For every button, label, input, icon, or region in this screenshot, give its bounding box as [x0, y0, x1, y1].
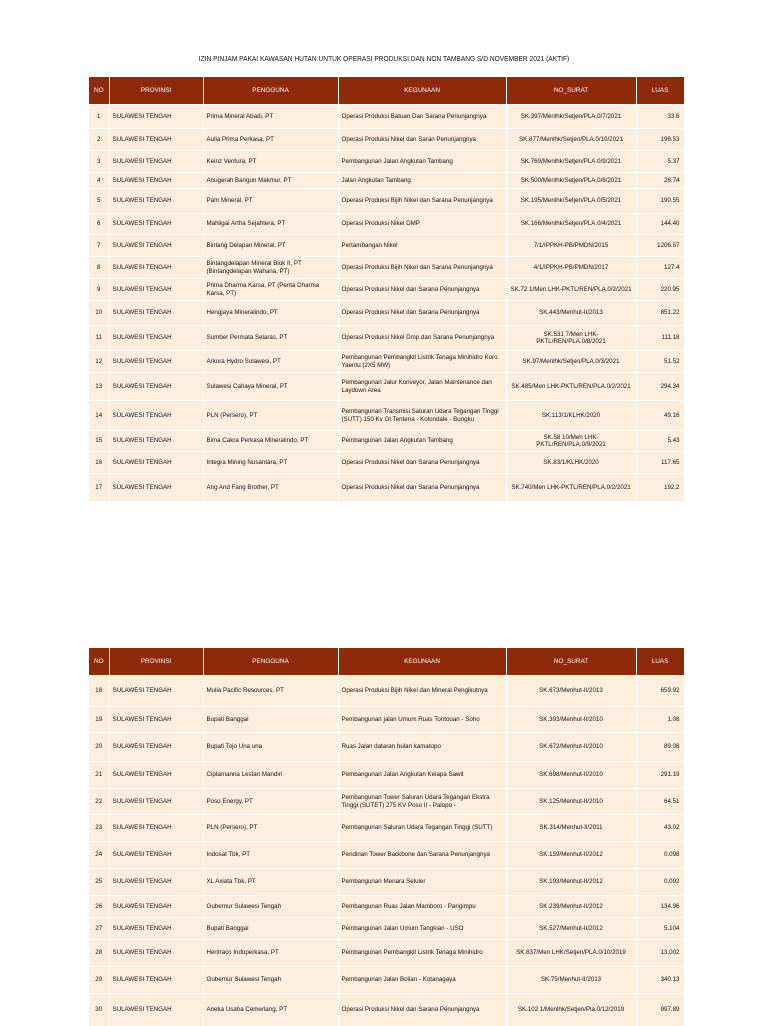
- table-row: [89, 474, 684, 501]
- cell-provinsi: SULAWESI TENGAH: [109, 189, 203, 214]
- cell-kegunaan: Ruas Jalan dataran bulan kamatopo: [338, 733, 506, 762]
- table-row: [89, 789, 684, 815]
- table-row: [89, 733, 684, 762]
- cell-provinsi: SULAWESI TENGAH: [109, 896, 203, 918]
- cell-no-surat: SK.698/Menhut-II/2010: [506, 762, 636, 789]
- table-row: [89, 676, 684, 707]
- cell-pengguna: Anugerah Bangun Makmur, PT: [203, 173, 338, 189]
- cell-pengguna: Mulia Pacific Resources, PT: [203, 676, 338, 707]
- cell-luas: 51.52: [636, 351, 684, 373]
- cell-pengguna: PLN (Persero), PT: [203, 401, 338, 431]
- page-title: IZIN PINJAM PAKAI KAWASAN HUTAN UNTUK OPERASI PRODUKSI DAN NON TAMBANG S/D NOVEMBER 2021 (AKTIF): [198, 54, 570, 63]
- cell-kegunaan: Operasi Produksi Nikel dan Sarana Penunjangnya: [338, 994, 506, 1026]
- table-row: [89, 431, 684, 452]
- cell-pengguna: Mahligai Artha Sejahtera, PT: [203, 214, 338, 235]
- table-row: [89, 842, 684, 869]
- cell-provinsi: SULAWESI TENGAH: [109, 452, 203, 474]
- cell-no: 14: [89, 401, 109, 431]
- cell-luas: 127.4: [636, 257, 684, 279]
- cell-no-surat: SK.239/Menhut-II/2012: [506, 896, 636, 918]
- header-no-surat: NO_SURAT: [506, 77, 636, 105]
- cell-no-surat: SK.485/Men LHK-PKTL/REN/PLA.0/2/2021: [506, 373, 636, 401]
- cell-no: 27: [89, 918, 109, 940]
- cell-no: 24: [89, 842, 109, 869]
- cell-kegunaan: Pembangunan Pembangkit Listrik Tenaga Minihidro: [338, 940, 506, 967]
- header-provinsi: PROVINSI: [109, 648, 203, 676]
- cell-no: 10: [89, 301, 109, 326]
- cell-pengguna: Bupati Banggai: [203, 707, 338, 733]
- permit-table-1: [89, 77, 685, 501]
- cell-kegunaan: Operasi Produksi Nikel Dmp dan Sarana Penunjangnya: [338, 326, 506, 351]
- cell-luas: 64.51: [636, 789, 684, 815]
- cell-pengguna: Bintang Delapan Mineral, PT: [203, 235, 338, 257]
- cell-no-surat: SK.672/Menhut-II/2010: [506, 733, 636, 762]
- cell-no: 2: [89, 129, 109, 151]
- cell-kegunaan: Pembangunan Jalan Angkutan Kelapa Sawit: [338, 762, 506, 789]
- cell-provinsi: SULAWESI TENGAH: [109, 789, 203, 815]
- table-header-row: [89, 648, 684, 676]
- cell-kegunaan: Operasi Produksi Batuan Dan Sarana Penunjangnya: [338, 105, 506, 129]
- cell-luas: 190.55: [636, 189, 684, 214]
- cell-luas: 192.2: [636, 474, 684, 501]
- header-pengguna: PENGGUNA: [203, 648, 338, 676]
- cell-no: 13: [89, 373, 109, 401]
- cell-pengguna: Gubernur Sulawesi Tengah: [203, 896, 338, 918]
- cell-no: 22: [89, 789, 109, 815]
- cell-no: 17: [89, 474, 109, 501]
- cell-pengguna: Hengjaya Mineralindo, PT: [203, 301, 338, 326]
- cell-provinsi: SULAWESI TENGAH: [109, 173, 203, 189]
- table-row: [89, 326, 684, 351]
- cell-kegunaan: Pendirian Tower Backbone dan Sarana Penunjangnya: [338, 842, 506, 869]
- cell-provinsi: SULAWESI TENGAH: [109, 151, 203, 173]
- table-header-row: [89, 77, 684, 105]
- cell-no: 8: [89, 257, 109, 279]
- cell-no-surat: SK.397/Menlhk/Setjen/PLA.0/7/2021: [506, 105, 636, 129]
- table-row: [89, 235, 684, 257]
- cell-no-surat: SK.75/Menhut-II/2013: [506, 967, 636, 994]
- cell-no: 5: [89, 189, 109, 214]
- cell-no: 28: [89, 940, 109, 967]
- cell-luas: 294.34: [636, 373, 684, 401]
- cell-no-surat: SK.314/Menhut-II/2011: [506, 815, 636, 842]
- header-no-surat: NO_SURAT: [506, 648, 636, 676]
- cell-no: 21: [89, 762, 109, 789]
- cell-no-surat: SK.193/Menhut-II/2012: [506, 869, 636, 896]
- cell-pengguna: Keinz Ventura, PT: [203, 151, 338, 173]
- table-row: [89, 707, 684, 733]
- cell-pengguna: XL Axiata Tbk, PT: [203, 869, 338, 896]
- cell-luas: 340.13: [636, 967, 684, 994]
- cell-no-surat: SK.97/Menlhk/Setjen/PLA.0/3/2021: [506, 351, 636, 373]
- cell-no: 29: [89, 967, 109, 994]
- cell-luas: 997.89: [636, 994, 684, 1026]
- cell-provinsi: SULAWESI TENGAH: [109, 214, 203, 235]
- cell-provinsi: SULAWESI TENGAH: [109, 129, 203, 151]
- cell-kegunaan: Pertambangan Nikel: [338, 235, 506, 257]
- cell-pengguna: Ciptamanna Lestari Mandiri: [203, 762, 338, 789]
- cell-no: 1: [89, 105, 109, 129]
- cell-kegunaan: Operasi Produksi Bijih Nikel dan Sarana Penunjangnya: [338, 189, 506, 214]
- cell-no-surat: SK.837/Men LHK/Setjen/PLA.0/10/2019: [506, 940, 636, 967]
- cell-no: 20: [89, 733, 109, 762]
- cell-no: 25: [89, 869, 109, 896]
- cell-luas: 0.092: [636, 869, 684, 896]
- table-row: [89, 918, 684, 940]
- header-no: NO: [89, 648, 109, 676]
- cell-luas: 291.19: [636, 762, 684, 789]
- header-luas: LUAS: [636, 648, 684, 676]
- cell-no: 18: [89, 676, 109, 707]
- cell-kegunaan: Pembangunan Ruas Jalan Mamboro - Parigimpu: [338, 896, 506, 918]
- cell-luas: 111.18: [636, 326, 684, 351]
- cell-kegunaan: Pembangunan Pembangkit Listrik Tenaga Minihidro Koro Yaentu (2X5 MW): [338, 351, 506, 373]
- cell-luas: 134.96: [636, 896, 684, 918]
- cell-kegunaan: Pembangunan Menara Seluler: [338, 869, 506, 896]
- table-row: [89, 301, 684, 326]
- cell-no-surat: SK.500/Menlhk/Setjen/PLA.0/8/2021: [506, 173, 636, 189]
- cell-no: 12: [89, 351, 109, 373]
- cell-pengguna: PLN (Persero), PT: [203, 815, 338, 842]
- table-row: [89, 869, 684, 896]
- cell-luas: 43.02: [636, 815, 684, 842]
- cell-kegunaan: Pembangunan Transmisi Saluran Udara Tegangan Tinggi (SUTT) 150 Kv GI Tentena - Kolondale - Bungku: [338, 401, 506, 431]
- cell-provinsi: SULAWESI TENGAH: [109, 373, 203, 401]
- header-kegunaan: KEGUNAAN: [338, 648, 506, 676]
- cell-luas: 851.22: [636, 301, 684, 326]
- cell-no-surat: SK.673/Menhut-II/2013: [506, 676, 636, 707]
- cell-provinsi: SULAWESI TENGAH: [109, 351, 203, 373]
- cell-pengguna: Bupati Tojo Una una: [203, 733, 338, 762]
- cell-no-surat: SK.58 10/Men LHK-PKTL/REN/PLA.0/9/2021: [506, 431, 636, 452]
- cell-provinsi: SULAWESI TENGAH: [109, 279, 203, 301]
- cell-no-surat: SK.72 1/Men LHK-PKTL/REN/PLA.0/2/2021: [506, 279, 636, 301]
- table-row: [89, 257, 684, 279]
- cell-luas: 26.74: [636, 173, 684, 189]
- cell-pengguna: Prima Dharma Karsa, PT (Penta Dharma Karsa, PT): [203, 279, 338, 301]
- cell-provinsi: SULAWESI TENGAH: [109, 235, 203, 257]
- cell-no: 23: [89, 815, 109, 842]
- cell-luas: 89.08: [636, 733, 684, 762]
- cell-no-surat: SK.159/Menhut-II/2012: [506, 842, 636, 869]
- cell-kegunaan: Pembangunan Jalan Angkutan Tambang: [338, 431, 506, 452]
- table-row: [89, 815, 684, 842]
- cell-kegunaan: Operasi Produksi Nikel dan Sarana Penunjangnya: [338, 301, 506, 326]
- table-row: [89, 452, 684, 474]
- cell-no-surat: SK.83/1/KLHK/2020: [506, 452, 636, 474]
- cell-provinsi: SULAWESI TENGAH: [109, 707, 203, 733]
- cell-pengguna: Bintangdelapan Mineral Blok II, PT (Bintangdelapan Wahana, PT): [203, 257, 338, 279]
- table-row: [89, 967, 684, 994]
- table-row: [89, 762, 684, 789]
- cell-provinsi: SULAWESI TENGAH: [109, 967, 203, 994]
- cell-luas: 5.104: [636, 918, 684, 940]
- cell-no: 3: [89, 151, 109, 173]
- cell-pengguna: Poso Energy, PT: [203, 789, 338, 815]
- cell-no-surat: SK.769/Menlhk/Setjen/PLA.0/9/2021: [506, 151, 636, 173]
- table-row: [89, 940, 684, 967]
- cell-pengguna: Arkora Hydro Sulawesi, PT: [203, 351, 338, 373]
- cell-pengguna: Sulawesi Cahaya Mineral, PT: [203, 373, 338, 401]
- cell-kegunaan: Pembangunan Saluran Udara Tegangan Tinggi (SUTT): [338, 815, 506, 842]
- cell-no-surat: SK.195/Menlhk/Setjen/PLA.0/5/2021: [506, 189, 636, 214]
- table-row: [89, 129, 684, 151]
- cell-provinsi: SULAWESI TENGAH: [109, 676, 203, 707]
- cell-no-surat: SK.393/Menhut-II/2010: [506, 707, 636, 733]
- cell-pengguna: Aneka Usaha Cemerlang, PT: [203, 994, 338, 1026]
- cell-luas: 49.16: [636, 401, 684, 431]
- cell-pengguna: Gubernur Sulawesi Tengah: [203, 967, 338, 994]
- header-kegunaan: KEGUNAAN: [338, 77, 506, 105]
- cell-luas: 144.40: [636, 214, 684, 235]
- header-pengguna: PENGGUNA: [203, 77, 338, 105]
- cell-provinsi: SULAWESI TENGAH: [109, 994, 203, 1026]
- cell-luas: 5.37: [636, 151, 684, 173]
- cell-pengguna: Indosat Tbk, PT: [203, 842, 338, 869]
- cell-provinsi: SULAWESI TENGAH: [109, 815, 203, 842]
- cell-provinsi: SULAWESI TENGAH: [109, 869, 203, 896]
- cell-no-surat: SK.443/Menhut-II/2013: [506, 301, 636, 326]
- cell-luas: 0.098: [636, 842, 684, 869]
- cell-no-surat: SK.102 1/Menlhk/Setjen/Pla.0/12/2019: [506, 994, 636, 1026]
- cell-pengguna: Bupati Banggai: [203, 918, 338, 940]
- cell-no: 15: [89, 431, 109, 452]
- cell-luas: 13.002: [636, 940, 684, 967]
- cell-luas: 196.53: [636, 129, 684, 151]
- permit-table-2: [89, 648, 685, 1026]
- table-row: [89, 994, 684, 1026]
- cell-pengguna: Prima Mineral Abadi, PT: [203, 105, 338, 129]
- cell-luas: 220.95: [636, 279, 684, 301]
- cell-kegunaan: Pembangunan jalan Umum Ruas Tontouan - Soho: [338, 707, 506, 733]
- cell-kegunaan: Operasi Produksi Nikel DMP: [338, 214, 506, 235]
- cell-no: 6: [89, 214, 109, 235]
- cell-pengguna: Integra Mining Nusantara, PT: [203, 452, 338, 474]
- table-row: [89, 151, 684, 173]
- table-row: [89, 373, 684, 401]
- cell-provinsi: SULAWESI TENGAH: [109, 401, 203, 431]
- table-row: [89, 189, 684, 214]
- cell-kegunaan: Operasi Produksi Bijih Nikel dan Mineral Pengikutnya: [338, 676, 506, 707]
- table-row: [89, 401, 684, 431]
- cell-provinsi: SULAWESI TENGAH: [109, 842, 203, 869]
- header-no: NO: [89, 77, 109, 105]
- cell-no-surat: SK.125/Menhut-II/2010: [506, 789, 636, 815]
- cell-no-surat: SK.531 7/Men LHK-PKTL/REN/PLA.0/8/2021: [506, 326, 636, 351]
- table-row: [89, 173, 684, 189]
- table-row: [89, 105, 684, 129]
- cell-kegunaan: Operasi Produksi Nikel dan Sarana Penunjangnya: [338, 279, 506, 301]
- cell-provinsi: SULAWESI TENGAH: [109, 257, 203, 279]
- cell-provinsi: SULAWESI TENGAH: [109, 474, 203, 501]
- cell-no: 26: [89, 896, 109, 918]
- cell-provinsi: SULAWESI TENGAH: [109, 918, 203, 940]
- cell-pengguna: Ang And Fang Brother, PT: [203, 474, 338, 501]
- cell-no-surat: SK.877/Menlhk/Setjen/PLA.0/10/2021: [506, 129, 636, 151]
- cell-kegunaan: Pembangunan Jalan Angkutan Tambang: [338, 151, 506, 173]
- cell-no: 16: [89, 452, 109, 474]
- table-row: [89, 279, 684, 301]
- cell-no-surat: SK.113/1/KLHK/2020: [506, 401, 636, 431]
- cell-provinsi: SULAWESI TENGAH: [109, 326, 203, 351]
- cell-kegunaan: Pembangunan Tower Saluran Udara Tegangan Ekstra Tinggi (SUTET) 275 KV Poso II - Palopo -: [338, 789, 506, 815]
- cell-luas: 659.92: [636, 676, 684, 707]
- cell-no: 7: [89, 235, 109, 257]
- cell-provinsi: SULAWESI TENGAH: [109, 762, 203, 789]
- cell-no-surat: SK.527/Menhut-II/2012: [506, 918, 636, 940]
- cell-kegunaan: Operasi Produksi Nikel dan Saran Penunjangnya: [338, 129, 506, 151]
- header-luas: LUAS: [636, 77, 684, 105]
- table-body: [89, 676, 684, 1026]
- cell-pengguna: Bima Cakra Perkasa Mineralindo, PT: [203, 431, 338, 452]
- cell-kegunaan: Pembangunan Jalan Umum Tangkian - USO: [338, 918, 506, 940]
- cell-no-surat: SK.740/Men LHK-PKTL/REN/PLA.0/2/2021: [506, 474, 636, 501]
- cell-provinsi: SULAWESI TENGAH: [109, 431, 203, 452]
- cell-no-surat: 7/1/IPPKH-PB/PMDN/2015: [506, 235, 636, 257]
- cell-no: 19: [89, 707, 109, 733]
- cell-kegunaan: Operasi Produksi Nikel dan Sarana Penunjangnya: [338, 452, 506, 474]
- cell-kegunaan: Jalan Angkutan Tambang: [338, 173, 506, 189]
- cell-pengguna: Pam Mineral, PT: [203, 189, 338, 214]
- cell-no: 9: [89, 279, 109, 301]
- cell-no-surat: 4/1/IPPKH-PB/PMDN/2017: [506, 257, 636, 279]
- cell-no-surat: SK.166/Menlhk/Setjen/PLA.0/4/2021: [506, 214, 636, 235]
- cell-pengguna: Hentraco Indoperkasa, PT: [203, 940, 338, 967]
- cell-kegunaan: Pembangunan Jalur Konveyor, Jalan Maintenance dan Laydown Area: [338, 373, 506, 401]
- table-row: [89, 896, 684, 918]
- cell-no: 11: [89, 326, 109, 351]
- cell-pengguna: Sumber Permata Selaras, PT: [203, 326, 338, 351]
- cell-kegunaan: Operasi Produksi Bijih Nikel dan Sarana Penunjangnya: [338, 257, 506, 279]
- cell-pengguna: Aulia Prima Perkasa, PT: [203, 129, 338, 151]
- cell-provinsi: SULAWESI TENGAH: [109, 940, 203, 967]
- table-row: [89, 351, 684, 373]
- header-provinsi: PROVINSI: [109, 77, 203, 105]
- cell-luas: 5.43: [636, 431, 684, 452]
- cell-luas: 33.6: [636, 105, 684, 129]
- cell-provinsi: SULAWESI TENGAH: [109, 105, 203, 129]
- table-row: [89, 214, 684, 235]
- cell-luas: 1.08: [636, 707, 684, 733]
- cell-no: 30: [89, 994, 109, 1026]
- cell-no: 4: [89, 173, 109, 189]
- cell-luas: 1206.57: [636, 235, 684, 257]
- table-body: [89, 105, 684, 501]
- cell-provinsi: SULAWESI TENGAH: [109, 301, 203, 326]
- cell-kegunaan: Operasi Produksi Nikel dan Sarana Penunjangnya: [338, 474, 506, 501]
- cell-kegunaan: Pembangunan Jalan Boilan - Kotanagaya: [338, 967, 506, 994]
- cell-provinsi: SULAWESI TENGAH: [109, 733, 203, 762]
- cell-luas: 117.65: [636, 452, 684, 474]
